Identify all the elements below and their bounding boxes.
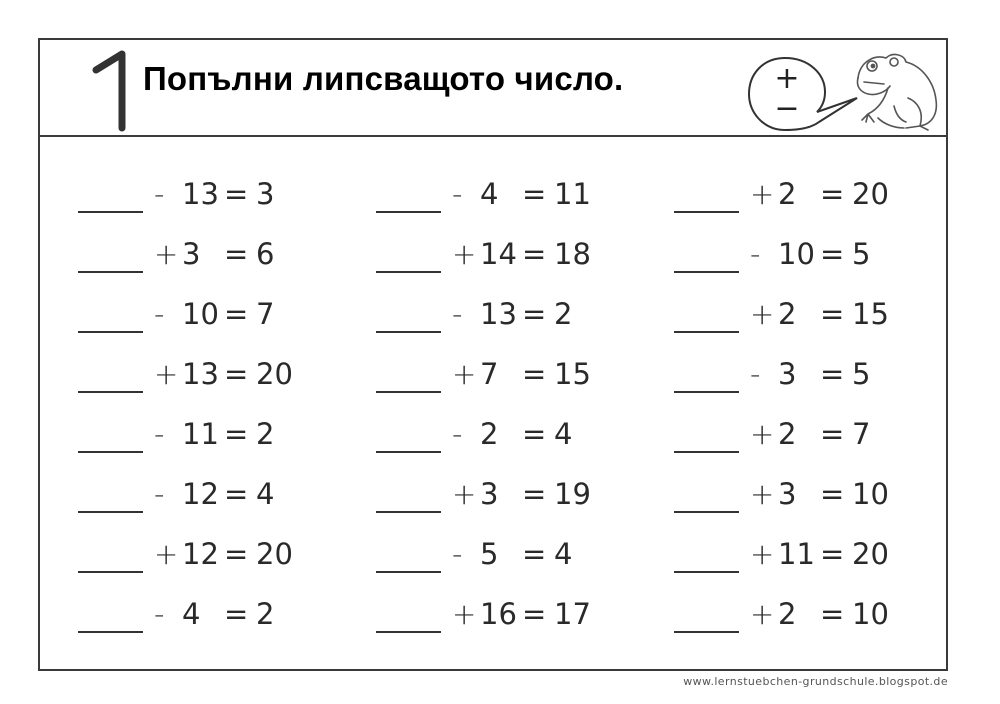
equals-sign: = — [224, 237, 249, 271]
result: 5 — [852, 357, 871, 391]
result: 20 — [852, 537, 889, 571]
operand: 2 — [778, 177, 797, 211]
equals-sign: = — [820, 357, 845, 391]
result: 17 — [554, 597, 591, 631]
operator: - — [452, 537, 463, 571]
operator: - — [452, 177, 463, 211]
operator: + — [750, 477, 775, 511]
result: 7 — [256, 297, 275, 331]
speech-bubble-icon — [745, 52, 865, 132]
equation-row — [376, 597, 616, 637]
answer-blank[interactable] — [78, 511, 143, 513]
operand: 2 — [778, 417, 797, 451]
operand: 14 — [480, 237, 517, 271]
result: 10 — [852, 597, 889, 631]
answer-blank[interactable] — [78, 631, 143, 633]
answer-blank[interactable] — [376, 511, 441, 513]
equals-sign: = — [522, 537, 547, 571]
equation-row — [78, 417, 318, 457]
operand: 12 — [182, 537, 219, 571]
equals-sign: = — [522, 237, 547, 271]
result: 4 — [554, 537, 573, 571]
result: 20 — [256, 537, 293, 571]
operator: - — [154, 477, 165, 511]
equation-row — [674, 237, 914, 277]
frog-icon — [848, 48, 943, 133]
answer-blank[interactable] — [674, 631, 739, 633]
operator: - — [750, 357, 761, 391]
result: 20 — [256, 357, 293, 391]
operand: 13 — [182, 177, 219, 211]
equals-sign: = — [522, 477, 547, 511]
operator: - — [750, 237, 761, 271]
result: 2 — [256, 417, 275, 451]
operator: + — [750, 597, 775, 631]
result: 18 — [554, 237, 591, 271]
result: 2 — [256, 597, 275, 631]
operator: + — [750, 417, 775, 451]
equation-row — [78, 297, 318, 337]
equation-row — [674, 597, 914, 637]
equals-sign: = — [820, 177, 845, 211]
operand: 3 — [480, 477, 499, 511]
result: 15 — [554, 357, 591, 391]
result: 10 — [852, 477, 889, 511]
answer-blank[interactable] — [674, 511, 739, 513]
equals-sign: = — [224, 297, 249, 331]
equation-row — [376, 177, 616, 217]
worksheet — [38, 38, 948, 671]
answer-blank[interactable] — [78, 451, 143, 453]
answer-blank[interactable] — [376, 571, 441, 573]
equation-row — [674, 417, 914, 457]
operator: + — [750, 537, 775, 571]
result: 19 — [554, 477, 591, 511]
answer-blank[interactable] — [674, 391, 739, 393]
equals-sign: = — [522, 417, 547, 451]
result: 11 — [554, 177, 591, 211]
equals-sign: = — [522, 597, 547, 631]
operator: - — [154, 297, 165, 331]
operator: - — [154, 177, 165, 211]
equals-sign: = — [224, 177, 249, 211]
result: 4 — [256, 477, 275, 511]
operator: + — [452, 477, 477, 511]
result: 5 — [852, 237, 871, 271]
equals-sign: = — [820, 537, 845, 571]
equals-sign: = — [820, 297, 845, 331]
operand: 3 — [778, 477, 797, 511]
answer-blank[interactable] — [78, 211, 143, 213]
equation-row — [376, 297, 616, 337]
operator: - — [452, 297, 463, 331]
answer-blank[interactable] — [674, 331, 739, 333]
answer-blank[interactable] — [674, 571, 739, 573]
operand: 11 — [778, 537, 815, 571]
operand: 11 — [182, 417, 219, 451]
equations-grid — [40, 137, 946, 673]
operand: 4 — [182, 597, 201, 631]
operand: 7 — [480, 357, 499, 391]
footer-url: www.lernstuebchen-grundschule.blogspot.de — [683, 675, 948, 688]
result: 6 — [256, 237, 275, 271]
answer-blank[interactable] — [78, 271, 143, 273]
equals-sign: = — [224, 477, 249, 511]
equation-row — [376, 357, 616, 397]
bubble-minus: − — [774, 91, 800, 126]
equals-sign: = — [820, 417, 845, 451]
answer-blank[interactable] — [674, 271, 739, 273]
operator: + — [750, 297, 775, 331]
equation-row — [674, 537, 914, 577]
equation-row — [376, 417, 616, 457]
operand: 4 — [480, 177, 499, 211]
answer-blank[interactable] — [78, 331, 143, 333]
equals-sign: = — [522, 177, 547, 211]
operator: + — [452, 237, 477, 271]
equation-row — [78, 237, 318, 277]
operand: 10 — [182, 297, 219, 331]
result: 3 — [256, 177, 275, 211]
answer-blank[interactable] — [376, 451, 441, 453]
answer-blank[interactable] — [78, 571, 143, 573]
operand: 3 — [182, 237, 201, 271]
equation-row — [78, 597, 318, 637]
operator: - — [452, 417, 463, 451]
equation-row — [674, 477, 914, 517]
operator: + — [452, 357, 477, 391]
operator: + — [154, 357, 179, 391]
operand: 3 — [778, 357, 797, 391]
answer-blank[interactable] — [674, 451, 739, 453]
answer-blank[interactable] — [376, 391, 441, 393]
equation-row — [376, 537, 616, 577]
equation-row — [376, 237, 616, 277]
operand: 13 — [182, 357, 219, 391]
operand: 2 — [480, 417, 499, 451]
answer-blank[interactable] — [376, 271, 441, 273]
equals-sign: = — [224, 597, 249, 631]
equals-sign: = — [522, 357, 547, 391]
equals-sign: = — [820, 237, 845, 271]
result: 2 — [554, 297, 573, 331]
task-number — [90, 48, 140, 132]
equation-row — [674, 177, 914, 217]
equation-row — [78, 537, 318, 577]
page-title: Попълни липсващото число. — [143, 60, 624, 97]
equals-sign: = — [224, 417, 249, 451]
bubble-plus: + — [774, 61, 800, 96]
operand: 16 — [480, 597, 517, 631]
operand: 2 — [778, 597, 797, 631]
operand: 2 — [778, 297, 797, 331]
equals-sign: = — [224, 537, 249, 571]
operand: 13 — [480, 297, 517, 331]
worksheet-header — [40, 40, 946, 137]
answer-blank[interactable] — [376, 631, 441, 633]
equals-sign: = — [820, 597, 845, 631]
equation-row — [78, 477, 318, 517]
operand: 5 — [480, 537, 499, 571]
result: 4 — [554, 417, 573, 451]
equation-row — [78, 177, 318, 217]
answer-blank[interactable] — [376, 211, 441, 213]
operator: + — [154, 537, 179, 571]
operator: - — [154, 417, 165, 451]
result: 15 — [852, 297, 889, 331]
answer-blank[interactable] — [674, 211, 739, 213]
equation-row — [674, 357, 914, 397]
result: 7 — [852, 417, 871, 451]
operator: + — [750, 177, 775, 211]
equals-sign: = — [224, 357, 249, 391]
operator: + — [154, 237, 179, 271]
equation-row — [376, 477, 616, 517]
equation-row — [78, 357, 318, 397]
operand: 12 — [182, 477, 219, 511]
operator: + — [452, 597, 477, 631]
equation-row — [674, 297, 914, 337]
equals-sign: = — [820, 477, 845, 511]
equals-sign: = — [522, 297, 547, 331]
answer-blank[interactable] — [78, 391, 143, 393]
answer-blank[interactable] — [376, 331, 441, 333]
operand: 10 — [778, 237, 815, 271]
result: 20 — [852, 177, 889, 211]
operator: - — [154, 597, 165, 631]
